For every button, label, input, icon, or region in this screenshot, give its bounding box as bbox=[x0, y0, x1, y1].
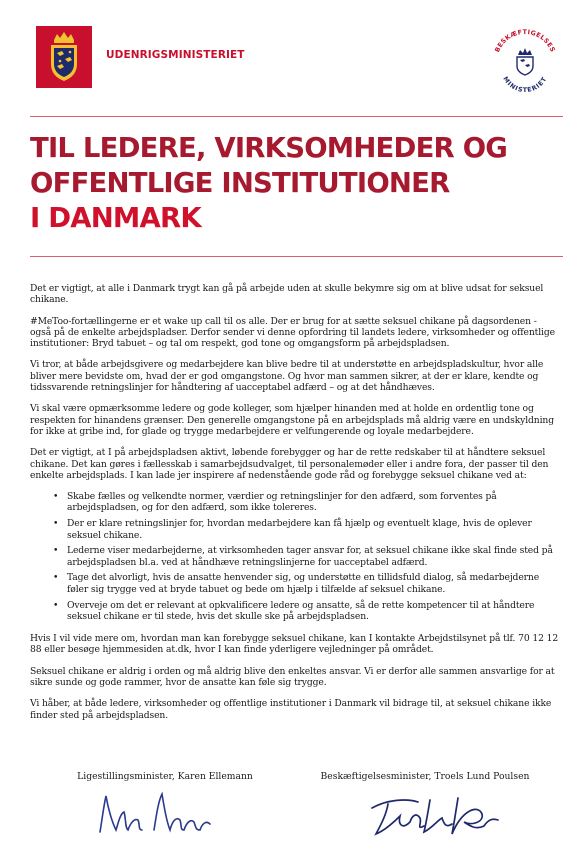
list-item: • Overveje om det er relevant at opkvalificere ledere og ansatte, så de rette kompetencer til at håndtere seksuel chikane er til stede, hvis det skulle ske på arbejdspladsen. bbox=[67, 600, 560, 623]
page-headline bbox=[30, 131, 570, 236]
signatory-left-title: Ligestillingsminister, Karen Ellemann bbox=[77, 771, 253, 782]
svg-text:BESKÆFTIGELSES: BESKÆFTIGELSES bbox=[493, 28, 557, 54]
paragraph: Det er vigtigt, at alle i Danmark trygt kan gå på arbejde uden at skulle bekymre sig om at blive udsat for seksuel chikane. bbox=[30, 283, 544, 306]
signature-troels-lund-poulsen bbox=[366, 790, 506, 840]
letterhead bbox=[0, 0, 588, 110]
advice-list bbox=[30, 491, 560, 622]
letter-body bbox=[30, 283, 560, 731]
signature-karen-ellemann bbox=[92, 790, 222, 840]
list-item: • Der er klare retningslinjer for, hvordan medarbejdere kan få hjælp og eventuelt klage, hvis de oplever seksuel chikane. bbox=[67, 518, 560, 541]
headline-line-2: OFFENTLIGE INSTITUTIONER bbox=[30, 167, 450, 199]
employment-ministry-logo bbox=[488, 22, 562, 100]
paragraph: Vi håber, at både ledere, virksomheder og offentlige institutioner i Danmark vil bidrage til, at seksuel chikane ikke finder sted på arbejdspladsen. bbox=[30, 698, 552, 721]
top-divider bbox=[30, 116, 563, 117]
headline-line-3: I DANMARK bbox=[30, 202, 201, 234]
list-item: • Skabe fælles og velkendte normer, værdier og retningslinjer for den adfærd, som forventes på arbejdspladsen, og for den adfærd, som ikke tolereres. bbox=[67, 491, 560, 514]
signatory-right-title: Beskæftigelsesminister, Troels Lund Poulsen bbox=[320, 771, 530, 782]
paragraph: Vi tror, at både arbejdsgivere og medarbejdere kan blive bedre til at understøtte en arbejdspladskultur, hvor alle bliver mere bevidste om, hvad der er god omgangstone. Og hvor man sammen sikrer, at der er klare, kendte og tidssvarende retningslinjer for håndtering af uacceptabel adfærd – og at det håndhæves. bbox=[30, 359, 544, 394]
svg-text:MINISTERIET: MINISTERIET bbox=[501, 75, 549, 95]
paragraph: Seksuel chikane er aldrig i orden og må aldrig blive den enkeltes ansvar. Vi er derfor alle sammen ansvarlige for at sikre sunde og gode rammer, hvor de ansatte kan føle sig trygge. bbox=[30, 665, 555, 689]
royal-coat-of-arms-logo bbox=[36, 26, 92, 88]
paragraph: Det er vigtigt, at I på arbejdspladsen aktivt, løbende forebygger og har de rette redskaber til at håndtere seksuel chikane. Det kan gøres i fællesskab i samarbejdsudvalget, til personalemøder eller i andre fora, der passer til den enkelte arbejdsplads. I kan lade jer inspirere af nedenstående gode råd og forebygge seksuel chikane ved at: bbox=[30, 447, 549, 481]
list-item: • Lederne viser medarbejderne, at virksomheden tager ansvar for, at seksuel chikane ikke skal finde sted på arbejdspladsen bl.a. ved at håndhæve retningslinjerne for uacceptabel adfærd. bbox=[67, 545, 560, 568]
paragraph: #MeToo-fortællingerne er et wake up call til os alle. Der er brug for at sætte seksuel chikane på dagsordenen - også på de enkelte arbejdspladser. Derfor sender vi denne opfordring til landets ledere, virksomheder og offentlige institutioner: Bryd tabuet – og tal om respekt, god tone og omgangsform på arbejdspladsen. bbox=[30, 315, 555, 350]
paragraph: Vi skal være opmærksomme ledere og gode kolleger, som hjælper hinanden med at holde en ordentlig tone og respekten for hinandens grænser. Den generelle omgangstone på en arbejdsplads må aldrig være en undskyldning for ikke at gribe ind, for glade og trygge medarbejdere er velfungerende og loyale medarbejdere. bbox=[30, 403, 554, 437]
paragraph: Hvis I vil vide mere om, hvordan man kan forebygge seksuel chikane, kan I kontakte Arbejdstilsynet på tlf. 70 12 12 88 eller besøge hjemmesiden at.dk, hvor I kan finde yderligere vejledninger på området. bbox=[30, 633, 559, 656]
ministry-name-left: UDENRIGSMINISTERIET bbox=[106, 49, 245, 61]
headline-divider bbox=[30, 256, 563, 257]
headline-line-1: TIL LEDERE, VIRKSOMHEDER OG bbox=[30, 132, 508, 164]
list-item: • Tage det alvorligt, hvis de ansatte henvender sig, og understøtte en tillidsfuld dialog, så medarbejderne føler sig trygge ved at bryde tabuet og bede om hjælp i tilfælde af seksuel chikane. bbox=[67, 572, 560, 595]
